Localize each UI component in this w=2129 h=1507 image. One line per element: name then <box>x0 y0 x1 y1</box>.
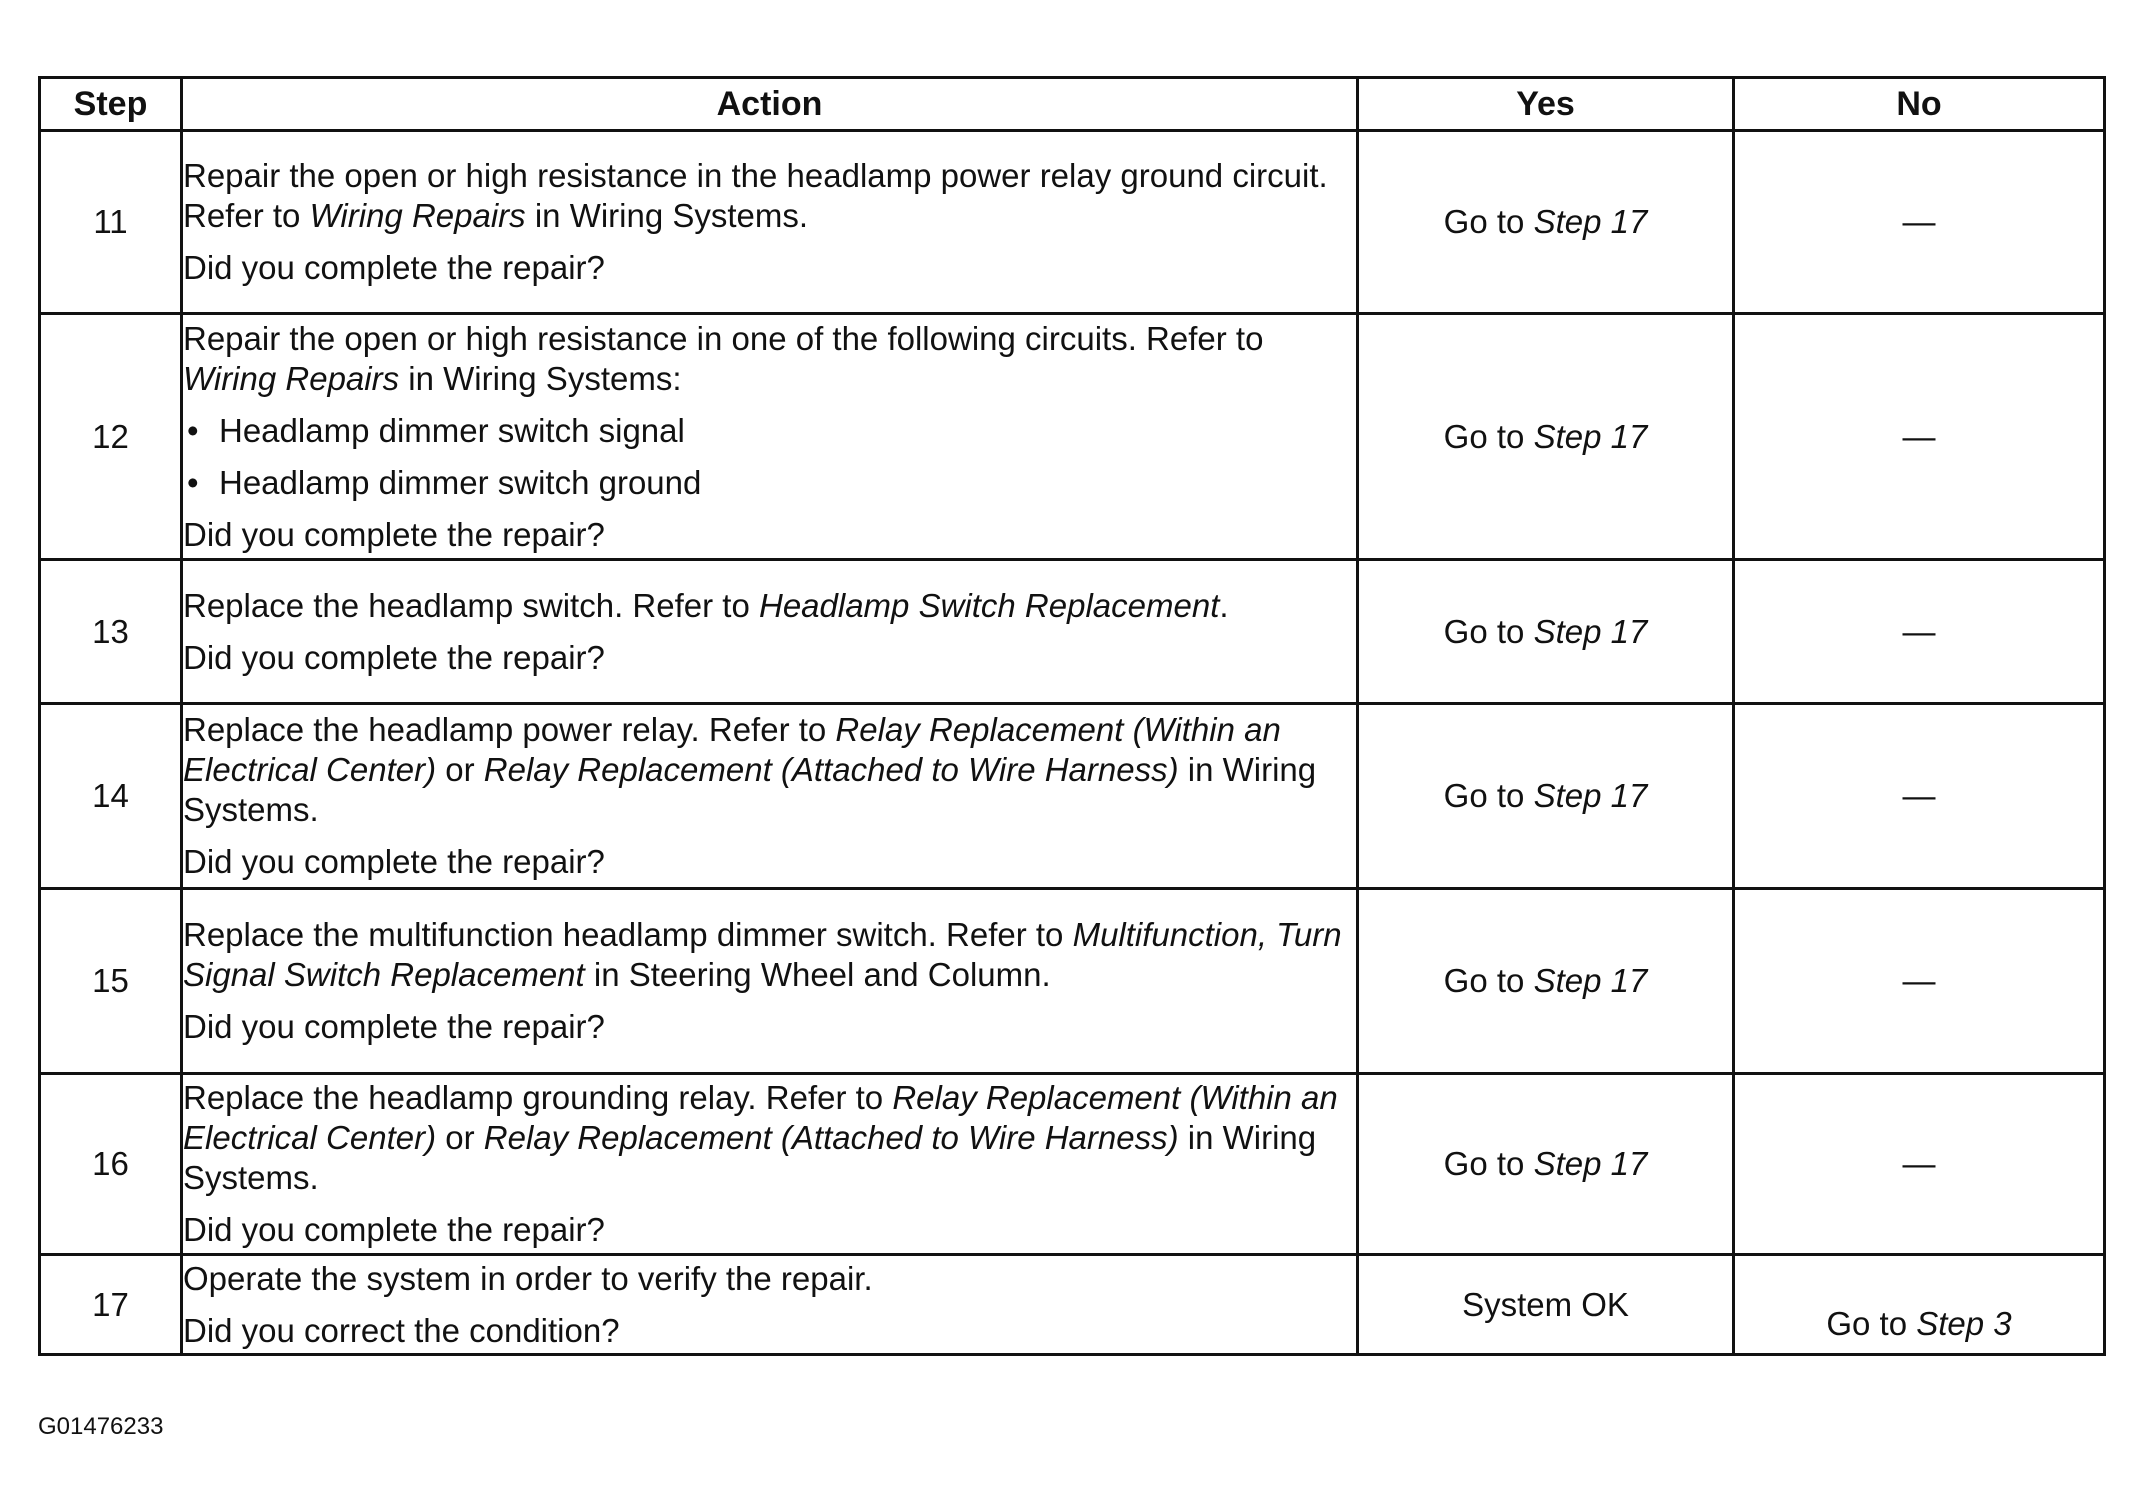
table-body <box>40 131 2105 1355</box>
reference-link-text: Step 17 <box>1533 203 1648 240</box>
no-result: — <box>1734 560 2105 704</box>
header-yes: Yes <box>1358 78 1734 131</box>
action-text: in Wiring Systems: <box>399 359 682 397</box>
header-action: Action <box>182 78 1358 131</box>
no-result: — <box>1734 704 2105 889</box>
no-result: — <box>1734 314 2105 560</box>
yes-result <box>1358 1074 1734 1255</box>
action-text: Repair the open or high resistance in one of the following circuits. Refer to <box>183 319 1264 357</box>
question-text: Did you complete the repair? <box>183 638 605 676</box>
action-text: or <box>436 751 484 788</box>
diagnostic-table <box>38 76 2106 1356</box>
no-result: — <box>1734 131 2105 314</box>
reference-link-text: Step 17 <box>1533 612 1648 650</box>
reference-link-text: Step 17 <box>1533 1145 1648 1182</box>
action-paragraph <box>183 319 1356 399</box>
action-text: Operate the system in order to verify the repair. <box>183 1259 873 1297</box>
figure-id: G01476233 <box>38 1413 164 1440</box>
no-result: — <box>1734 1074 2105 1255</box>
action-paragraph <box>183 156 1356 236</box>
action-text: Go to <box>1826 1305 1917 1342</box>
step-number: 16 <box>40 1074 182 1255</box>
header-step: Step <box>40 78 182 131</box>
reference-link-text: Wiring Repairs <box>309 197 526 234</box>
action-cell <box>182 314 1358 560</box>
yes-result <box>1358 1255 1734 1355</box>
reference-link-text: Step 17 <box>1533 962 1648 999</box>
question-text: Did you complete the repair? <box>183 1211 605 1248</box>
action-paragraph <box>183 915 1356 995</box>
action-cell <box>182 1255 1358 1355</box>
step-number: 17 <box>40 1255 182 1355</box>
action-text: . <box>1219 586 1229 624</box>
action-paragraph <box>183 1259 1356 1299</box>
question-text: Did you complete the repair? <box>183 843 605 880</box>
action-cell <box>182 704 1358 889</box>
action-text: System OK <box>1462 1285 1629 1323</box>
reference-link-text: Relay Replacement (Within an Electrical Center) <box>183 711 1281 788</box>
action-text: in Wiring Systems. <box>183 1119 1317 1196</box>
yes-result <box>1358 560 1734 704</box>
action-cell <box>182 131 1358 314</box>
action-paragraph <box>183 710 1356 830</box>
question-text: Did you complete the repair? <box>183 1008 605 1045</box>
action-text: in Steering Wheel and Column. <box>584 956 1051 993</box>
yes-result <box>1358 314 1734 560</box>
step-number: 14 <box>40 704 182 889</box>
reference-link-text: Relay Replacement (Attached to Wire Harness) <box>483 1119 1179 1156</box>
reference-link-text: Headlamp Switch Replacement <box>758 586 1220 624</box>
action-text: Replace the headlamp power relay. Refer to <box>183 711 836 748</box>
action-text: Replace the headlamp grounding relay. Refer to <box>183 1079 893 1116</box>
reference-link-text: Step 17 <box>1533 777 1648 814</box>
yes-result <box>1358 889 1734 1074</box>
table-row <box>40 1255 2105 1355</box>
action-text: Go to <box>1443 962 1534 999</box>
header-row <box>40 78 2105 131</box>
reference-link-text: Multifunction, Turn Signal Switch Replacement <box>183 916 1342 993</box>
reference-link-text: Relay Replacement (Attached to Wire Harness) <box>483 751 1179 788</box>
action-text: Go to <box>1443 1145 1534 1182</box>
step-number: 15 <box>40 889 182 1074</box>
yes-result <box>1358 704 1734 889</box>
reference-link-text: Wiring Repairs <box>183 359 400 397</box>
reference-link-text: Relay Replacement (Within an Electrical Center) <box>183 1079 1338 1156</box>
header-no: No <box>1734 78 2105 131</box>
action-paragraph <box>183 586 1356 626</box>
yes-result <box>1358 131 1734 314</box>
step-number: 13 <box>40 560 182 704</box>
action-text: Go to <box>1443 203 1534 240</box>
bullet-item: • Headlamp dimmer switch signal <box>183 411 1356 451</box>
no-result: — <box>1734 889 2105 1074</box>
action-paragraph <box>183 1078 1356 1198</box>
table-row <box>40 889 2105 1074</box>
table-row <box>40 314 2105 560</box>
action-text: Go to <box>1443 612 1534 650</box>
question-text: Did you complete the repair? <box>183 249 605 286</box>
action-text: in Wiring Systems. <box>525 197 809 234</box>
action-text: Go to <box>1443 417 1534 455</box>
action-text: in Wiring Systems. <box>183 751 1317 828</box>
question-text: Did you correct the condition? <box>183 1311 620 1349</box>
action-cell <box>182 1074 1358 1255</box>
table-row <box>40 560 2105 704</box>
action-text: Go to <box>1443 777 1534 814</box>
step-number: 12 <box>40 314 182 560</box>
action-text: or <box>436 1119 484 1156</box>
table-row <box>40 1074 2105 1255</box>
table-row <box>40 131 2105 314</box>
action-text: Replace the multifunction headlamp dimmer switch. Refer to <box>183 916 1073 953</box>
action-text: Replace the headlamp switch. Refer to <box>183 586 759 624</box>
table-row <box>40 704 2105 889</box>
no-result <box>1734 1255 2105 1355</box>
step-number: 11 <box>40 131 182 314</box>
action-text: Repair the open or high resistance in the headlamp power relay ground circuit. Refer to <box>183 157 1328 234</box>
reference-link-text: Step 17 <box>1533 417 1648 455</box>
bullet-item: • Headlamp dimmer switch ground <box>183 463 1356 503</box>
question-text: Did you complete the repair? <box>183 515 605 553</box>
action-cell <box>182 889 1358 1074</box>
reference-link-text: Step 3 <box>1916 1305 2012 1342</box>
action-cell <box>182 560 1358 704</box>
